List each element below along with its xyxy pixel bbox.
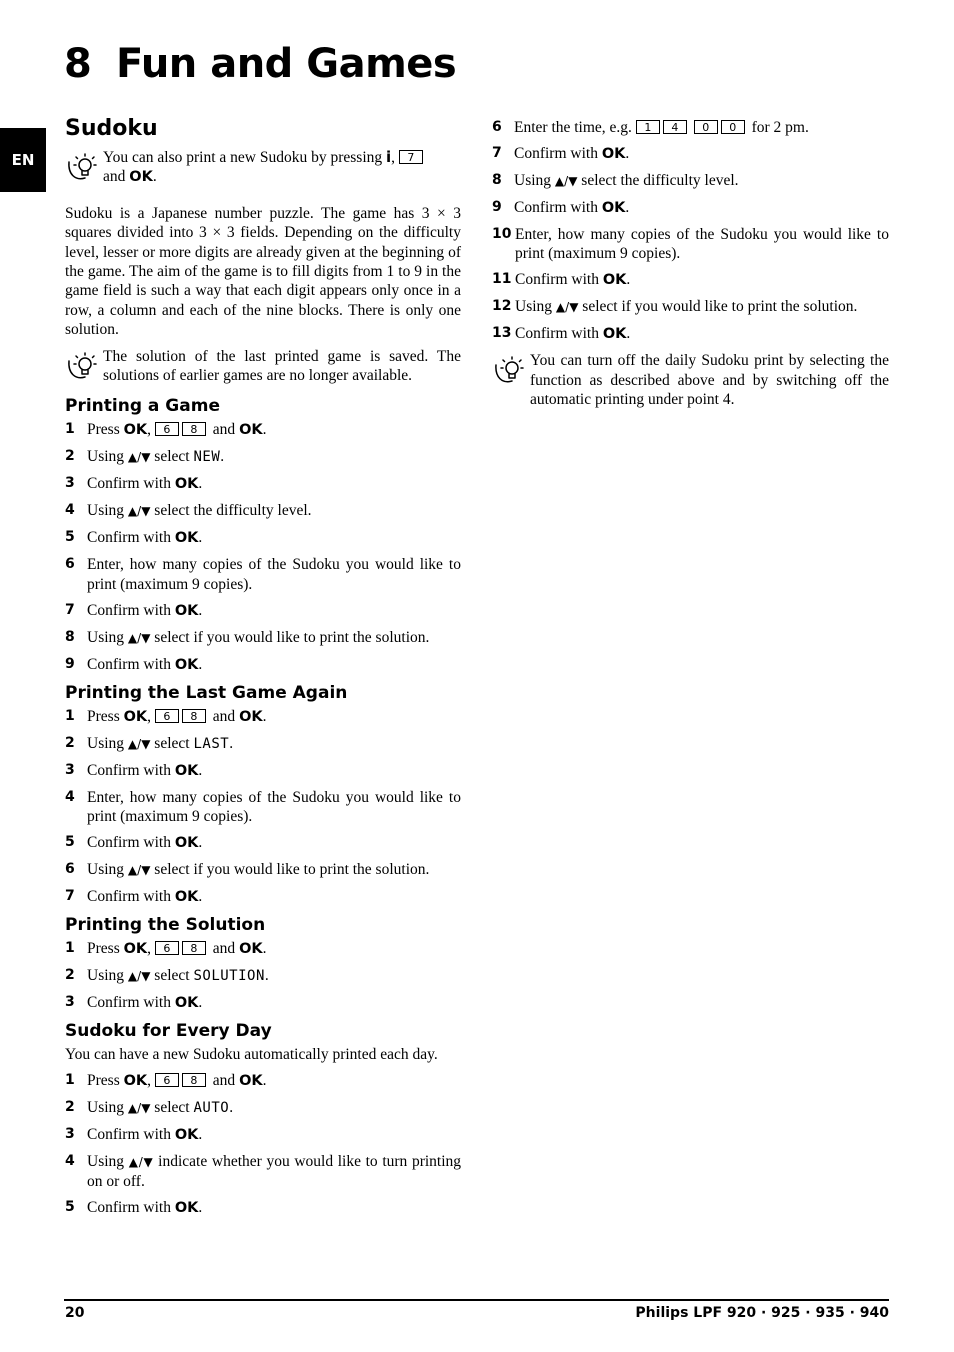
tip-text: You can turn off the daily Sudoku print by selecting the function as described above and by switching off the automatic printing under point 4. [530, 352, 889, 409]
inline-text: Confirm with [514, 145, 598, 162]
step-text [87, 1098, 461, 1118]
step-text [87, 655, 461, 675]
ok-key-label: OK [601, 146, 626, 162]
steps-printing-game [65, 420, 461, 675]
ok-key-label: OK [174, 602, 199, 619]
inline-text: . [229, 734, 234, 752]
chapter-title-text: Fun and Games [116, 41, 457, 87]
inline-text: . [198, 994, 203, 1012]
language-tab: EN [0, 128, 46, 192]
step-text [87, 1125, 461, 1145]
inline-text: , [147, 940, 152, 958]
inline-text: . [198, 761, 203, 779]
inline-text: Using [87, 1152, 125, 1170]
step-number: 3 [65, 994, 75, 1011]
key-6: 6 [155, 709, 179, 723]
step [492, 198, 889, 218]
ok-key-label: OK [174, 530, 199, 547]
step-number: 9 [65, 655, 75, 672]
step [65, 474, 461, 494]
step [65, 993, 461, 1013]
inline-text: Using [87, 861, 125, 879]
up-down-arrow-icon: ▲/▼ [127, 1100, 151, 1115]
step-number: 4 [65, 788, 75, 805]
left-column [65, 114, 461, 1225]
step-number: 6 [65, 556, 75, 573]
lcd-text-auto: AUTO [193, 1099, 230, 1116]
inline-text: Confirm with [514, 199, 598, 216]
step [65, 555, 461, 594]
section-heading-every-day: Sudoku for Every Day [65, 1021, 272, 1042]
step-number: 8 [492, 172, 502, 188]
inline-text: select if you would like to print the solution. [154, 628, 430, 646]
step-number: 13 [492, 325, 512, 342]
step-number: 10 [492, 226, 512, 242]
lightbulb-tip-icon [492, 351, 530, 387]
inline-text: for 2 pm. [751, 119, 809, 136]
inline-text: select [154, 967, 190, 985]
inline-text: . [198, 529, 203, 547]
step [65, 1125, 461, 1145]
inline-text: . [262, 421, 267, 439]
inline-text: Press [87, 707, 120, 725]
step-text [87, 860, 461, 880]
step [65, 761, 461, 781]
inline-text: Confirm with [87, 601, 171, 619]
inline-text: Confirm with [87, 655, 171, 673]
step-number: 2 [65, 448, 75, 465]
tip-text [103, 148, 461, 188]
page-number: 20 [65, 1305, 85, 1321]
step [492, 144, 889, 164]
step-number: 1 [65, 940, 75, 957]
ok-key-label: OK [174, 1200, 199, 1217]
step-text [87, 447, 461, 467]
ok-key-label: OK [174, 995, 199, 1012]
ok-key-label: OK [174, 476, 199, 493]
inline-text: select [154, 734, 190, 752]
step-text [87, 966, 461, 986]
inline-text: select the difficulty level. [581, 172, 739, 189]
inline-text: Confirm with [87, 1199, 171, 1217]
step [65, 447, 461, 467]
inline-text: Confirm with [87, 761, 171, 779]
steps-every-day [65, 1071, 461, 1219]
chapter-number: 8 [64, 41, 92, 87]
chapter-title [64, 38, 456, 90]
step [492, 171, 889, 191]
ok-key-label: OK [601, 200, 626, 216]
inline-text: Confirm with [87, 834, 171, 852]
inline-text: . [198, 888, 203, 906]
key-0: 0 [694, 120, 718, 134]
inline-text: Press [87, 1071, 120, 1089]
step-number: 5 [65, 529, 75, 546]
step-text [514, 144, 889, 164]
step-text [87, 1198, 461, 1218]
key-8: 8 [182, 1073, 206, 1087]
step-number: 7 [65, 888, 75, 905]
up-down-arrow-icon: ▲/▼ [127, 863, 151, 878]
footer-product-name: Philips LPF 920 · 925 · 935 · 940 [635, 1305, 889, 1321]
section-heading-printing-game: Printing a Game [65, 396, 220, 417]
inline-text: Using [514, 172, 552, 189]
step [65, 1152, 461, 1192]
inline-text: indicate whether you would like to turn printing on or off. [87, 1152, 462, 1191]
step-text [87, 707, 461, 727]
step-text [87, 528, 461, 548]
step-number: 2 [65, 734, 75, 751]
step [492, 297, 889, 317]
step-number: 2 [65, 1098, 75, 1115]
inline-text: select if you would like to print the solution. [582, 298, 858, 316]
up-down-arrow-icon: ▲/▼ [127, 736, 151, 751]
step-text [87, 734, 461, 754]
right-column [492, 118, 889, 410]
sudoku-intro-paragraph: Sudoku is a Japanese number puzzle. The game has 3 × 3 squares divided into 3 × 3 fields. Depending on the difficulty level, lesser or more digits are already given at the beginning of the game. The aim of the game is to fill digits from 1 to 9 in the game field is such a way that each digit appears only once in a row, a column and each of the nine blocks. There is only one solution. [65, 204, 461, 339]
inline-text: , [147, 1071, 152, 1089]
step-text [87, 833, 461, 853]
step-number: 12 [492, 298, 512, 315]
step [492, 118, 889, 137]
key-0: 0 [721, 120, 745, 134]
inline-text: . [262, 1071, 267, 1089]
step-number: 1 [65, 1071, 75, 1088]
ok-key-label: OK [123, 708, 148, 725]
step-number: 6 [65, 861, 75, 878]
inline-text: Confirm with [87, 994, 171, 1012]
ok-key-label: OK [123, 422, 148, 439]
up-down-arrow-icon: ▲/▼ [127, 969, 151, 984]
step [65, 707, 461, 727]
inline-text: and [212, 707, 236, 725]
step-text: Enter, how many copies of the Sudoku you would like to print (maximum 9 copies). [87, 556, 461, 593]
ok-key-label: OK [602, 326, 627, 343]
step-number: 9 [492, 199, 502, 215]
inline-text: Using [87, 628, 125, 646]
section-heading-printing-last: Printing the Last Game Again [65, 682, 348, 703]
up-down-arrow-icon: ▲/▼ [555, 300, 579, 315]
inline-text: and [212, 940, 236, 958]
key-4: 4 [663, 120, 687, 134]
tip-block [492, 351, 889, 409]
footer-divider [64, 1299, 889, 1301]
inline-text: . [198, 655, 203, 673]
tip-block [65, 148, 461, 188]
ok-key-label: OK [239, 708, 263, 725]
step-number: 7 [492, 145, 502, 161]
step-text [515, 324, 889, 344]
steps-every-day-continued [492, 118, 889, 345]
ok-key-label: OK [239, 422, 263, 439]
step [65, 655, 461, 675]
inline-text: . [220, 448, 225, 466]
ok-key-label: OK [174, 762, 199, 779]
inline-text: select [154, 448, 190, 466]
step-number: 5 [65, 834, 75, 851]
inline-text: Confirm with [87, 888, 171, 906]
inline-text: . [198, 1125, 203, 1143]
lightbulb-tip-icon [65, 347, 103, 383]
step-number: 4 [65, 1152, 75, 1169]
lightbulb-tip-icon [65, 148, 103, 184]
lcd-text-last: LAST [193, 735, 230, 752]
every-day-intro: You can have a new Sudoku automatically printed each day. [65, 1046, 438, 1064]
step-number: 3 [65, 475, 75, 492]
step-number: 3 [65, 761, 75, 778]
key-8: 8 [182, 422, 206, 436]
step-number: 11 [492, 271, 512, 288]
inline-text: Using [87, 734, 125, 752]
key-8: 8 [182, 941, 206, 955]
inline-text: Using [87, 1098, 125, 1116]
tip-text-start: You can also print a new Sudoku by pressing [103, 149, 383, 166]
step-text [515, 270, 889, 290]
step-text [515, 297, 889, 317]
inline-text: Using [87, 967, 125, 985]
up-down-arrow-icon: ▲/▼ [554, 174, 578, 188]
step [65, 501, 461, 521]
key-6: 6 [155, 422, 179, 436]
step [65, 966, 461, 986]
steps-printing-last [65, 707, 461, 908]
step [65, 528, 461, 548]
inline-text: . [625, 145, 630, 162]
step-number: 1 [65, 707, 75, 724]
step [65, 601, 461, 621]
inline-text: . [198, 1199, 203, 1217]
step-text [87, 1152, 461, 1192]
tip-block [65, 347, 461, 386]
step [65, 1198, 461, 1218]
ok-key-label: OK [123, 941, 148, 958]
step-text [87, 474, 461, 494]
ok-key-label: OK [129, 169, 153, 186]
step-number: 2 [65, 967, 75, 984]
key-8: 8 [182, 709, 206, 723]
step-text [514, 171, 889, 191]
inline-text: . [229, 1098, 234, 1116]
inline-text: Confirm with [87, 475, 171, 493]
up-down-arrow-icon: ▲/▼ [127, 504, 151, 519]
step-number: 1 [65, 421, 75, 438]
step-text: Enter, how many copies of the Sudoku you would like to print (maximum 9 copies). [87, 788, 461, 826]
step-number: 5 [65, 1199, 75, 1216]
inline-text: . [626, 325, 631, 343]
lcd-text-solution: SOLUTION [193, 968, 265, 985]
up-down-arrow-icon: ▲/▼ [127, 630, 151, 645]
step-text [87, 939, 461, 959]
inline-text: Press [87, 940, 120, 958]
tip-text: The solution of the last printed game is saved. The solutions of earlier games are no longer available. [103, 347, 461, 385]
inline-text: , [147, 707, 152, 725]
info-key-icon: i [386, 148, 392, 166]
inline-text: . [262, 940, 267, 958]
section-heading-printing-solution: Printing the Solution [65, 915, 266, 936]
ok-key-label: OK [174, 1126, 199, 1143]
inline-text: and [212, 1071, 236, 1089]
inline-text: Confirm with [87, 529, 171, 547]
tip-period: . [152, 168, 157, 186]
step [65, 420, 461, 440]
tip-separator: , [391, 149, 396, 166]
step-text [514, 118, 889, 137]
step-text [87, 501, 461, 521]
key-7: 7 [399, 150, 423, 164]
up-down-arrow-icon: ▲/▼ [128, 1154, 154, 1169]
ok-key-label: OK [174, 656, 199, 673]
step-number: 6 [492, 119, 502, 135]
step-text [87, 761, 461, 781]
up-down-arrow-icon: ▲/▼ [127, 450, 151, 465]
step-number: 4 [65, 502, 75, 519]
step [65, 628, 461, 648]
step [65, 1098, 461, 1118]
step [65, 939, 461, 959]
inline-text: select if you would like to print the solution. [154, 861, 430, 879]
step-number: 7 [65, 601, 75, 618]
inline-text: . [198, 834, 203, 852]
inline-text: . [198, 601, 203, 619]
key-6: 6 [155, 941, 179, 955]
step [65, 860, 461, 880]
step-text [87, 628, 461, 648]
step [492, 324, 889, 344]
ok-key-label: OK [174, 889, 199, 906]
ok-key-label: OK [239, 941, 263, 958]
tip-text-and: and [103, 168, 126, 186]
inline-text: . [262, 707, 267, 725]
steps-printing-solution [65, 939, 461, 1013]
step-number: 3 [65, 1125, 75, 1142]
step [65, 788, 461, 827]
inline-text: Confirm with [515, 271, 599, 289]
step-text [87, 601, 461, 621]
inline-text: Using [87, 448, 125, 466]
inline-text: . [198, 475, 203, 493]
ok-key-label: OK [123, 1072, 148, 1089]
step-text: Enter, how many copies of the Sudoku you would like to print (maximum 9 copies). [515, 226, 889, 263]
key-6: 6 [155, 1073, 179, 1087]
step [65, 734, 461, 754]
step [65, 1071, 461, 1091]
step [65, 833, 461, 853]
step-text [87, 993, 461, 1013]
step [492, 270, 889, 290]
step-text [87, 887, 461, 907]
inline-text: . [264, 967, 269, 985]
section-heading-sudoku: Sudoku [65, 116, 158, 141]
key-1: 1 [636, 120, 660, 134]
inline-text: Press [87, 421, 120, 439]
inline-text: . [626, 271, 631, 289]
lcd-text-new: NEW [193, 449, 221, 466]
step-text [87, 420, 461, 440]
inline-text: , [147, 421, 152, 439]
inline-text: and [212, 421, 236, 439]
step-text [87, 1071, 461, 1091]
inline-text: Enter the time, e.g. [514, 119, 632, 136]
step [492, 225, 889, 264]
inline-text: select [154, 1098, 190, 1116]
inline-text: Confirm with [87, 1125, 171, 1143]
inline-text: Using [87, 502, 125, 520]
ok-key-label: OK [602, 272, 627, 289]
step-number: 8 [65, 628, 75, 645]
step-text [514, 198, 889, 218]
ok-key-label: OK [239, 1072, 263, 1089]
step [65, 887, 461, 907]
inline-text: Confirm with [515, 325, 599, 343]
inline-text: select the difficulty level. [154, 502, 312, 520]
inline-text: . [625, 199, 630, 216]
inline-text: Using [515, 298, 553, 316]
ok-key-label: OK [174, 835, 199, 852]
